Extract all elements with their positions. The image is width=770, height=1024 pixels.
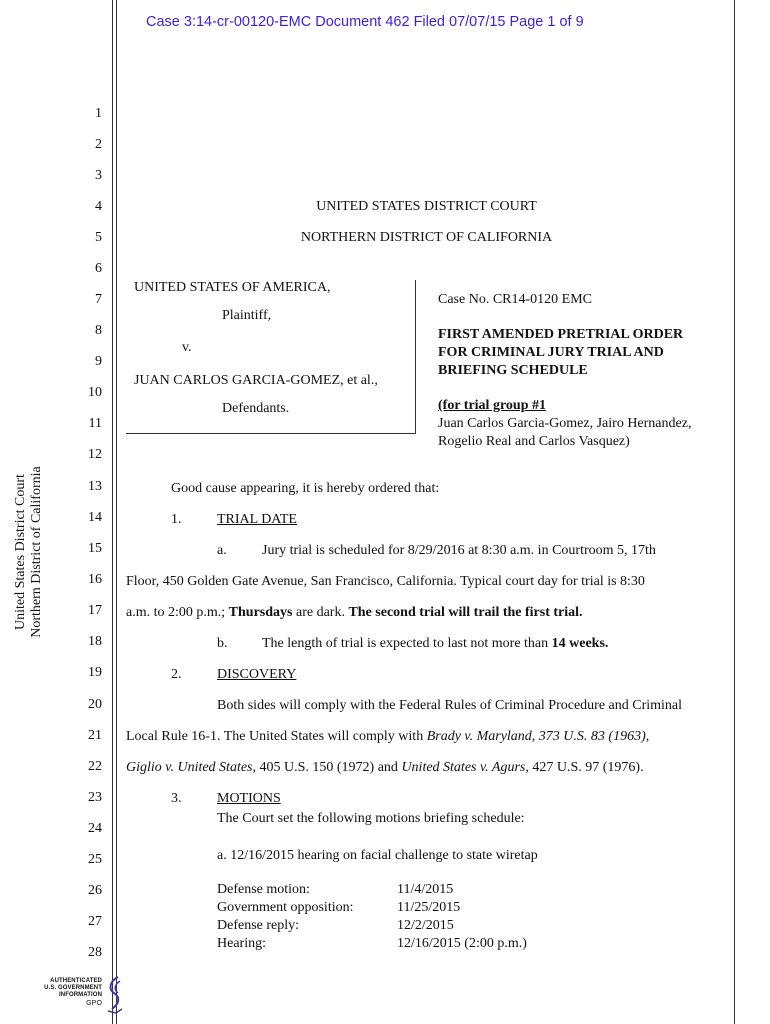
- line-number: 15: [88, 541, 102, 556]
- section-2-title: DISCOVERY: [217, 667, 297, 682]
- line-number: 2: [95, 137, 102, 152]
- line-number: 27: [88, 914, 102, 929]
- caption-divider-vertical: [415, 280, 416, 434]
- item-1a-line2: Floor, 450 Golden Gate Avenue, San Francisco, California. Typical court day for trial is 8:30: [126, 574, 645, 589]
- line-number: 5: [95, 230, 102, 245]
- section-2-line2: Local Rule 16-1. The United States will comply with Brady v. Maryland, 373 U.S. 83 (1963),: [126, 729, 650, 744]
- line-number: 18: [88, 634, 102, 649]
- schedule-label: Defense motion:: [217, 882, 310, 897]
- schedule-label: Hearing:: [217, 936, 266, 951]
- trial-group-line2: Rogelio Real and Carlos Vasquez): [438, 434, 630, 449]
- line-number: 24: [88, 821, 102, 836]
- plaintiff-name: UNITED STATES OF AMERICA,: [134, 280, 331, 295]
- line-number: 4: [95, 199, 102, 214]
- trial-group-label: (for trial group #1: [438, 398, 546, 413]
- order-title-line1: FIRST AMENDED PRETRIAL ORDER: [438, 327, 684, 342]
- side-label-line2: Northern District of California: [29, 466, 44, 638]
- logo-text-line4: GPO: [86, 1000, 102, 1007]
- line-number: 17: [88, 603, 102, 618]
- item-1a-letter: a.: [217, 543, 227, 558]
- section-2-number: 2.: [171, 667, 182, 682]
- side-label-line1: United States District Court: [13, 474, 28, 630]
- caption-divider-horizontal: [126, 433, 416, 434]
- section-1-title: TRIAL DATE: [217, 512, 297, 527]
- line-number: 21: [88, 728, 102, 743]
- case-header: Case 3:14-cr-00120-EMC Document 462 Filed 07/07/15 Page 1 of 9: [146, 14, 584, 30]
- item-3a: a. 12/16/2015 hearing on facial challenge to state wiretap: [217, 848, 538, 863]
- line-number: 8: [95, 323, 102, 338]
- line-number: 7: [95, 292, 102, 307]
- logo-text-line1: AUTHENTICATED: [50, 978, 102, 984]
- schedule-value: 11/4/2015: [397, 882, 454, 897]
- item-1b-letter: b.: [217, 636, 228, 651]
- line-number: 28: [88, 945, 102, 960]
- line-number: 22: [88, 759, 102, 774]
- section-3-line1: The Court set the following motions briefing schedule:: [217, 811, 525, 826]
- gpo-authenticated-logo: [44, 975, 130, 1015]
- section-1-number: 1.: [171, 512, 182, 527]
- line-number: 25: [88, 852, 102, 867]
- line-number: 12: [88, 447, 102, 462]
- section-2-line3: Giglio v. United States, 405 U.S. 150 (1972) and United States v. Agurs, 427 U.S. 97 (1976).: [126, 760, 644, 775]
- section-2-line1: Both sides will comply with the Federal Rules of Criminal Procedure and Criminal: [217, 698, 683, 713]
- court-district: NORTHERN DISTRICT OF CALIFORNIA: [300, 230, 553, 245]
- plaintiff-role: Plaintiff,: [222, 308, 272, 323]
- schedule-value: 12/16/2015 (2:00 p.m.): [397, 936, 527, 951]
- margin-line-left-1: [112, 0, 113, 1024]
- logo-text-line2: U.S. GOVERNMENT: [44, 985, 102, 991]
- item-1b-text: The length of trial is expected to last not more than 14 weeks.: [262, 636, 609, 651]
- schedule-value: 12/2/2015: [397, 918, 454, 933]
- case-number: Case No. CR14-0120 EMC: [438, 292, 592, 307]
- line-number: 11: [88, 416, 102, 431]
- line-number: 10: [88, 385, 102, 400]
- section-3-title: MOTIONS: [217, 791, 281, 806]
- defendant-name: JUAN CARLOS GARCIA-GOMEZ, et al.,: [134, 373, 378, 388]
- line-number: 3: [95, 168, 102, 183]
- item-1a-line3: a.m. to 2:00 p.m.; Thursdays are dark. The second trial will trail the first trial.: [126, 605, 583, 620]
- item-1a-line1: Jury trial is scheduled for 8/29/2016 at 8:30 a.m. in Courtroom 5, 17th: [262, 543, 656, 558]
- court-name: UNITED STATES DISTRICT COURT: [316, 199, 537, 214]
- eagle-icon: [102, 975, 128, 1015]
- line-number: 23: [88, 790, 102, 805]
- line-number: 13: [88, 479, 102, 494]
- line-number: 20: [88, 697, 102, 712]
- line-number: 14: [88, 510, 102, 525]
- schedule-label: Defense reply:: [217, 918, 300, 933]
- schedule-label: Government opposition:: [217, 900, 354, 915]
- trial-group-line1: Juan Carlos Garcia-Gomez, Jairo Hernandez,: [438, 416, 692, 431]
- schedule-value: 11/25/2015: [397, 900, 461, 915]
- order-title-line3: BRIEFING SCHEDULE: [438, 363, 588, 378]
- margin-line-left-2: [116, 0, 117, 1024]
- section-3-number: 3.: [171, 791, 182, 806]
- line-number: 9: [95, 354, 102, 369]
- logo-text-line3: INFORMATION: [59, 992, 102, 998]
- line-number: 26: [88, 883, 102, 898]
- versus: v.: [182, 340, 192, 355]
- line-number: 19: [88, 665, 102, 680]
- line-number: 6: [95, 261, 102, 276]
- margin-line-right: [734, 0, 735, 1024]
- line-number: 16: [88, 572, 102, 587]
- intro-text: Good cause appearing, it is hereby ordered that:: [171, 481, 440, 496]
- defendant-role: Defendants.: [222, 401, 290, 416]
- order-title-line2: FOR CRIMINAL JURY TRIAL AND: [438, 345, 664, 360]
- line-number: 1: [95, 106, 102, 121]
